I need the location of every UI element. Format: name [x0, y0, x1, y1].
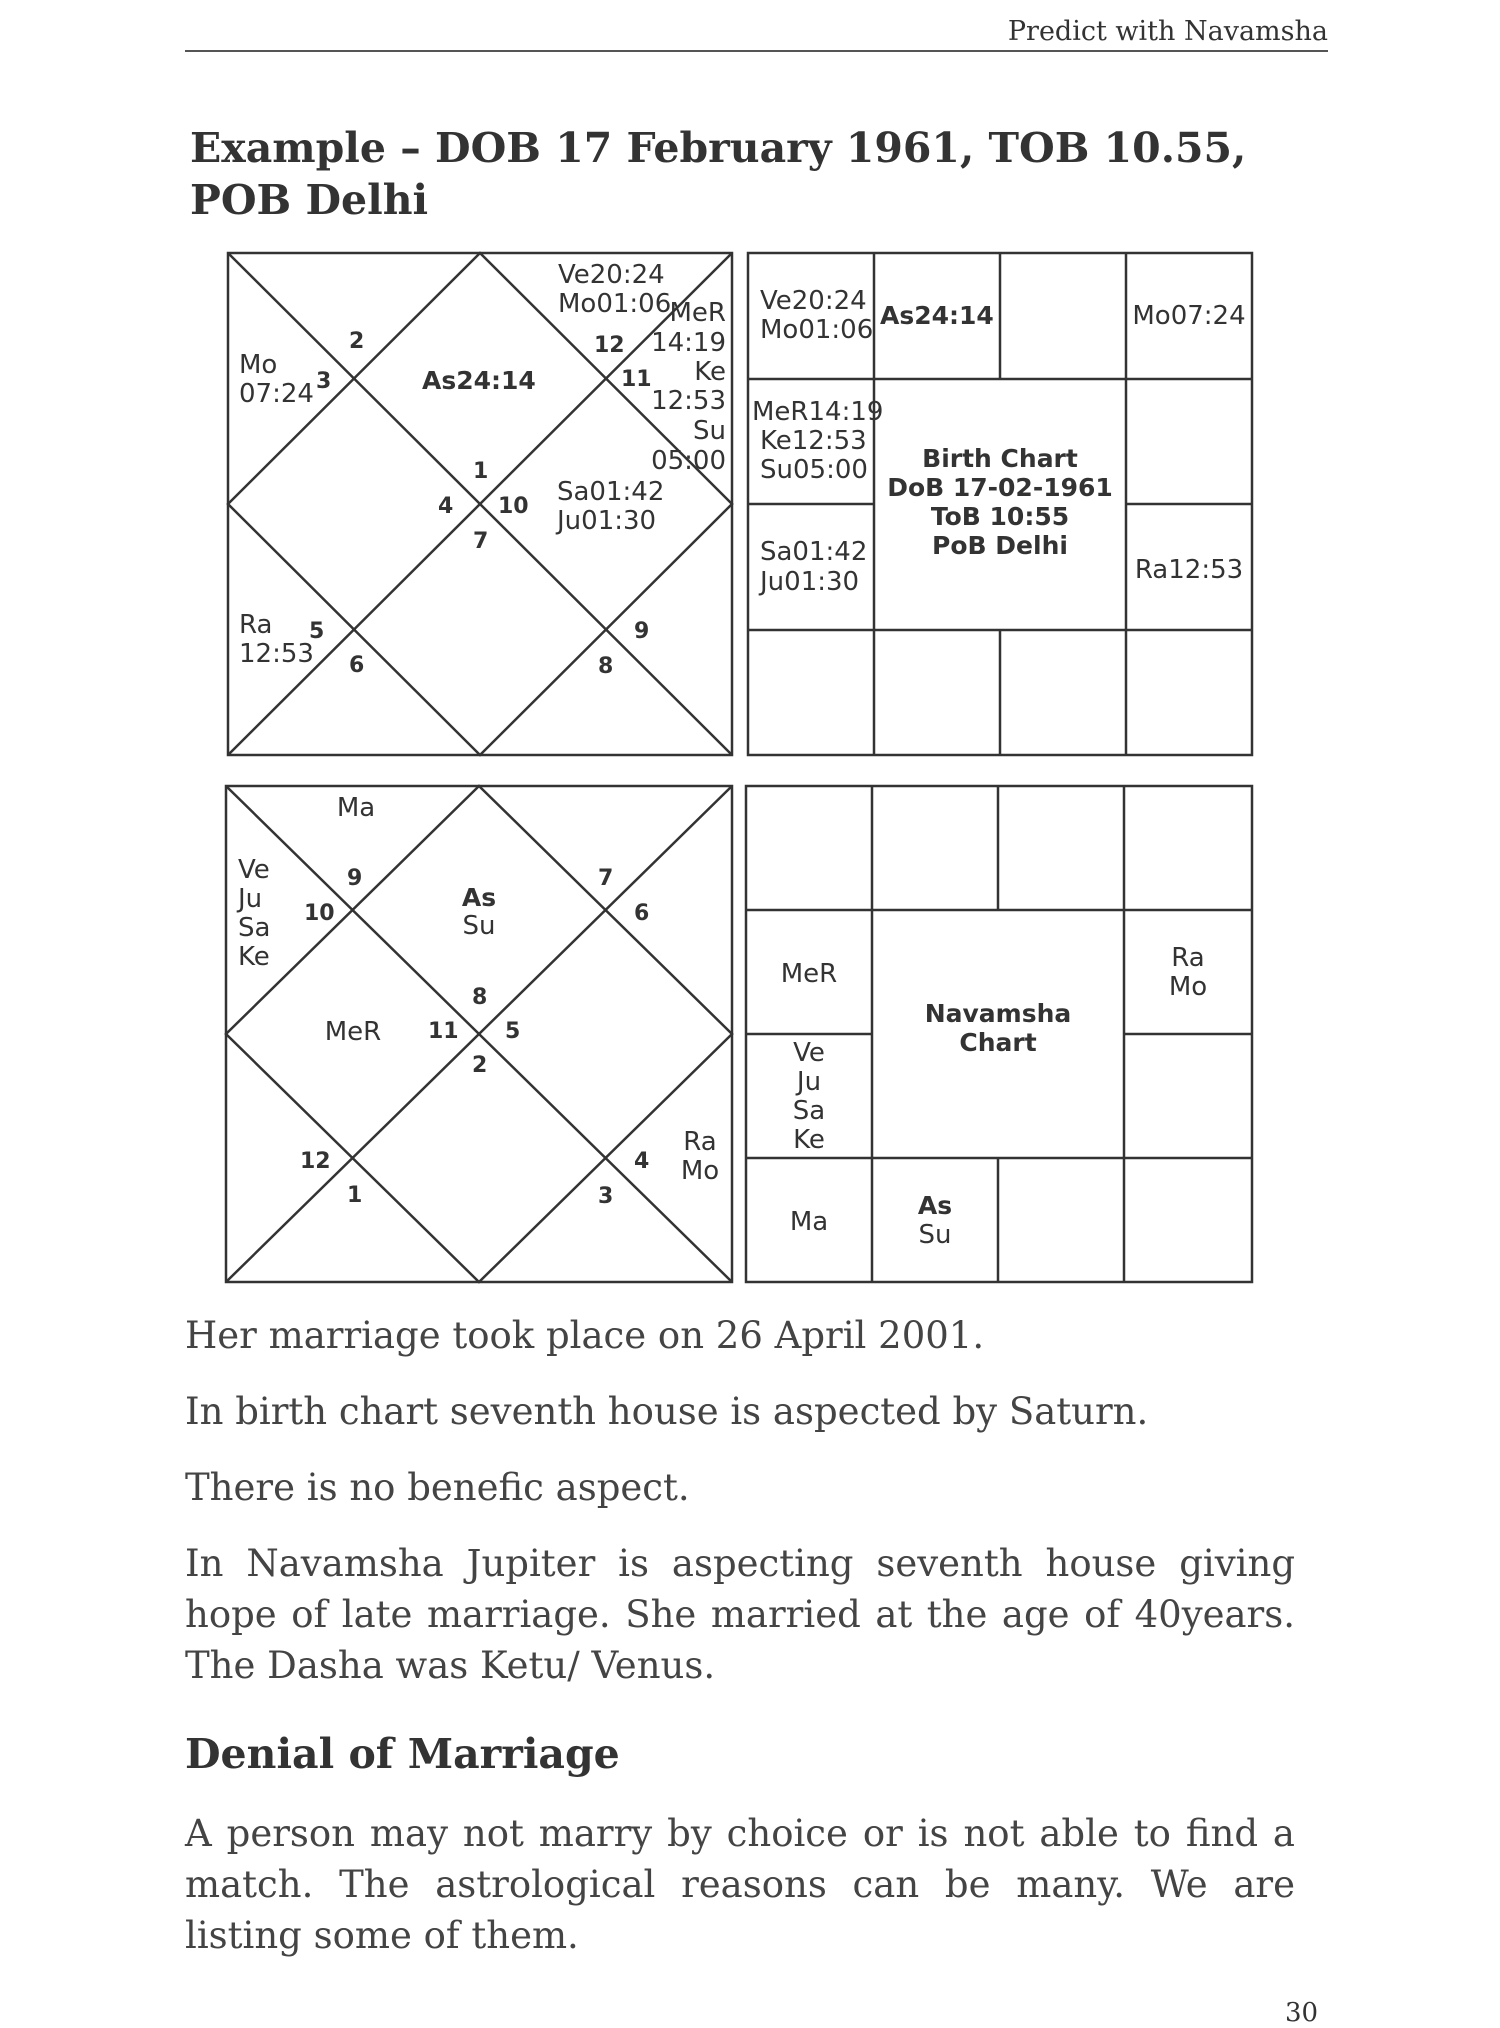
planet-label: Su	[693, 416, 726, 446]
house-number: 9	[634, 619, 650, 644]
house-number: 12	[300, 1149, 331, 1174]
planet-label: Mo01:06	[558, 289, 672, 319]
planet-label: Ke	[694, 357, 726, 387]
planet-label: Mo07:24	[1132, 301, 1246, 331]
planet-label: Ve	[238, 855, 270, 885]
navamsha-south-labels	[781, 943, 1207, 1250]
planet-label: MeR	[324, 1017, 382, 1047]
chart-dob: DoB 17-02-1961	[887, 473, 1113, 502]
chart-tob: ToB 10:55	[930, 502, 1070, 531]
planet-label: Ve20:24	[558, 260, 665, 290]
house-number: 7	[473, 529, 489, 554]
house-number: 3	[316, 369, 332, 394]
page-number: 30	[1285, 1998, 1319, 2028]
ascendant-label: As24:14	[880, 301, 994, 330]
planet-label: 14:19	[651, 328, 726, 358]
planet-label: Sa01:42	[760, 537, 868, 567]
chart-title: Navamsha	[924, 999, 1072, 1028]
planet-label: Su	[462, 911, 496, 941]
planet-label: 07:24	[239, 379, 314, 409]
house-number: 1	[347, 1183, 363, 1208]
planet-label: Ke	[793, 1125, 825, 1155]
planet-label: Ma	[336, 793, 376, 823]
planet-label: Ve20:24	[760, 286, 867, 316]
planet-label: MeR	[669, 298, 726, 328]
house-number: 6	[634, 901, 650, 926]
house-number: 6	[349, 653, 365, 678]
planet-label: Ke12:53	[760, 426, 867, 456]
planet-label: Ju01:30	[760, 567, 860, 597]
house-number: 12	[594, 333, 625, 358]
planet-label: Ke	[238, 942, 270, 972]
planet-label: Mo	[239, 350, 278, 380]
paragraph-no-benefic: There is no benefic aspect.	[185, 1466, 690, 1509]
planet-label: Su05:00	[760, 455, 868, 485]
house-number: 1	[473, 459, 489, 484]
planet-label: Ra	[683, 1127, 717, 1157]
planet-label: 12:53	[239, 639, 314, 669]
planet-label: Sa	[792, 1096, 826, 1126]
house-number: 5	[309, 619, 325, 644]
section-heading: Denial of Marriage	[185, 1730, 620, 1778]
house-number: 11	[428, 1019, 459, 1044]
paragraph-denial: A person may not marry by choice or is not able to find a match. The astrological reasons can be many. We are listing some of them.	[185, 1812, 1295, 1957]
navamsha-north-labels	[236, 793, 719, 1209]
planet-label: MeR14:19	[752, 397, 884, 427]
house-number: 5	[505, 1019, 521, 1044]
running-title: Predict with Navamsha	[185, 16, 1328, 52]
house-number: 10	[304, 901, 335, 926]
navamsha-north-frame	[226, 786, 732, 1282]
house-number: 11	[621, 367, 652, 392]
paragraph-navamsha-jupiter: In Navamsha Jupiter is aspecting seventh house giving hope of late marriage. She married at the age of 40years. The Dasha was Ketu/ Venus.	[185, 1542, 1295, 1687]
house-number: 4	[438, 494, 454, 519]
birth-chart-north-labels	[239, 260, 726, 679]
ascendant-label: As24:14	[422, 366, 536, 395]
planet-label: Su	[918, 1220, 952, 1250]
planet-label: MeR	[780, 959, 838, 989]
paragraph-seventh-house: In birth chart seventh house is aspected by Saturn.	[185, 1390, 1149, 1433]
planet-label: 12:53	[651, 386, 726, 416]
planet-label: Ma	[789, 1207, 829, 1237]
ascendant-label: As	[461, 883, 497, 912]
planet-label: 05:00	[651, 446, 726, 476]
planet-label: Mo	[680, 1156, 720, 1186]
chart-pob: PoB Delhi	[932, 531, 1068, 560]
planet-label: Ra12:53	[1134, 555, 1244, 585]
planet-label: Ra	[1171, 943, 1205, 973]
house-number: 10	[498, 494, 529, 519]
planet-label: Ra	[239, 610, 273, 640]
planet-label: Ve	[793, 1038, 825, 1068]
ascendant-label: As	[917, 1191, 953, 1220]
house-number: 3	[598, 1184, 614, 1209]
house-number: 7	[598, 866, 614, 891]
chart-title: Birth Chart	[922, 444, 1078, 473]
chart-title: Chart	[959, 1028, 1037, 1057]
house-number: 8	[598, 654, 614, 679]
planet-label: Mo01:06	[760, 315, 874, 345]
house-number: 9	[347, 866, 363, 891]
example-heading: Example – DOB 17 February 1961, TOB 10.55, POB Delhi	[190, 124, 1247, 224]
house-number: 2	[472, 1053, 488, 1078]
planet-label: Ju	[238, 884, 263, 914]
planet-label: Sa	[238, 913, 271, 943]
planet-label: Ju	[796, 1067, 822, 1097]
planet-label: Ju01:30	[557, 506, 657, 536]
house-number: 4	[634, 1149, 650, 1174]
paragraph-marriage-date: Her marriage took place on 26 April 2001.	[185, 1314, 985, 1357]
house-number: 2	[349, 329, 365, 354]
planet-label: Sa01:42	[557, 477, 665, 507]
house-number: 8	[472, 985, 488, 1010]
planet-label: Mo	[1168, 972, 1208, 1002]
